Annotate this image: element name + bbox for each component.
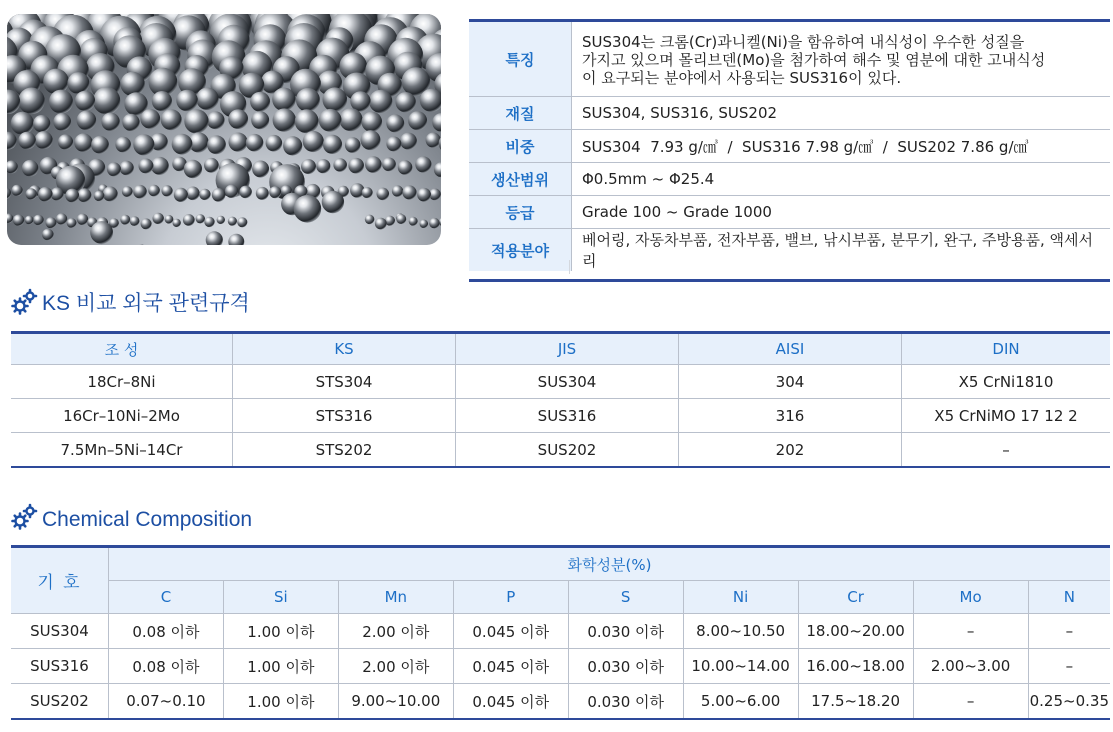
steel-ball (25, 216, 34, 225)
chem-cell: 0.08 이하 (108, 614, 223, 649)
steel-ball (225, 185, 238, 198)
steel-ball (316, 159, 330, 173)
chem-element-header: Mn (338, 581, 453, 614)
steel-ball (196, 88, 219, 111)
steel-ball (206, 231, 223, 245)
steel-ball (33, 215, 44, 226)
spec-value: 베어링, 자동차부품, 전자부품, 밸브, 낚시부품, 분무기, 완구, 주방용품, 액세서리 (582, 231, 1093, 270)
chem-cell: 16.00~18.00 (798, 649, 913, 684)
ks-header-row (11, 333, 1110, 365)
steel-ball (322, 191, 344, 213)
ks-cell: SUS316 (456, 399, 679, 433)
gears-icon (10, 287, 40, 317)
steel-ball (212, 188, 226, 202)
steel-ball (22, 160, 39, 177)
steel-ball (396, 214, 406, 224)
ks-header-cell: JIS (456, 333, 679, 365)
steel-ball (152, 91, 172, 111)
chem-cell: 10.00~14.00 (683, 649, 798, 684)
steel-ball (35, 131, 53, 149)
steel-ball (237, 217, 247, 227)
chem-cell: 0.08 이하 (108, 649, 223, 684)
ks-cell: 7.5Mn–5Ni–14Cr (11, 433, 233, 468)
steel-ball (375, 218, 387, 230)
steel-ball (369, 90, 392, 113)
ks-cell: X5 CrNi1810 (902, 365, 1111, 399)
steel-ball (119, 161, 133, 175)
steel-ball (266, 135, 283, 152)
steel-ball (77, 111, 97, 131)
steel-ball (186, 187, 200, 201)
steel-ball (176, 90, 198, 112)
spec-label: 적용분야 (469, 229, 572, 272)
table-row (11, 684, 1110, 720)
steel-ball (204, 217, 214, 227)
ks-cell: X5 CrNiMO 17 12 2 (902, 399, 1111, 433)
table-row (11, 399, 1110, 433)
steel-ball (323, 87, 348, 112)
chem-element-header: Cr (798, 581, 913, 614)
steel-ball (153, 213, 164, 224)
ks-header-cell: KS (233, 333, 456, 365)
ks-cell: STS304 (233, 365, 456, 399)
steel-ball (417, 188, 431, 202)
chem-cell: SUS304 (11, 614, 108, 649)
steel-ball (295, 109, 319, 133)
chem-element-header: Ni (683, 581, 798, 614)
chem-cell: 5.00~6.00 (683, 684, 798, 720)
steel-ball (386, 137, 401, 152)
steel-ball (77, 188, 91, 202)
steel-ball (365, 215, 375, 225)
steel-ball (122, 114, 139, 131)
steel-ball (58, 134, 73, 149)
steel-ball (250, 92, 270, 112)
steel-ball (398, 160, 413, 175)
steel-ball (46, 217, 57, 228)
steel-ball (319, 109, 342, 132)
steel-ball (408, 111, 427, 130)
steel-ball (217, 216, 225, 224)
chem-cell: 0.030 이하 (568, 684, 683, 720)
chem-cell: 8.00~10.50 (683, 614, 798, 649)
chem-cell: 1.00 이하 (223, 649, 338, 684)
steel-ball (228, 234, 244, 245)
steel-ball (90, 221, 113, 244)
steel-ball (139, 159, 154, 174)
steel-ball (18, 132, 36, 150)
steel-ball (67, 218, 77, 228)
chem-cell: 0.045 이하 (453, 614, 568, 649)
chem-cell: 9.00~10.00 (338, 684, 453, 720)
steel-ball (362, 187, 373, 198)
steel-ball (229, 133, 248, 152)
chem-cell: 1.00 이하 (223, 684, 338, 720)
spec-value: SUS304 7.93 g/㎤ / SUS316 7.98 g/㎤ / SUS202 7.86 g/㎤ (572, 130, 1111, 163)
steel-ball (38, 187, 53, 202)
chem-element-header: N (1028, 581, 1110, 614)
steel-ball (246, 134, 264, 152)
steel-ball (120, 215, 130, 225)
ks-cell: – (902, 433, 1111, 468)
steel-ball (101, 113, 119, 131)
steel-ball (165, 215, 174, 224)
chem-group-header: 화학성분(%) (108, 547, 1110, 581)
table-row (11, 614, 1110, 649)
steel-ball (323, 135, 342, 154)
spec-row-application (469, 229, 1110, 272)
steel-ball (339, 108, 362, 131)
spec-row-range (469, 163, 1110, 196)
spec-label: 생산범위 (469, 163, 572, 196)
gears-icon (10, 502, 40, 532)
ks-header-cell: AISI (679, 333, 902, 365)
steel-ball (137, 244, 145, 245)
steel-ball (303, 131, 324, 152)
steel-ball (415, 156, 431, 172)
steel-ball (199, 189, 210, 200)
chem-cell: 0.030 이하 (568, 649, 683, 684)
steel-ball (420, 220, 429, 229)
steel-ball (42, 229, 54, 241)
spec-label: 특징 (469, 21, 572, 97)
steel-ball (365, 156, 382, 173)
steel-balls-photo (7, 14, 441, 245)
steel-ball (133, 134, 154, 155)
section-title-text: Chemical Composition (42, 508, 253, 531)
chem-element-header: P (453, 581, 568, 614)
steel-ball (434, 162, 441, 177)
ks-cell: 202 (679, 433, 902, 468)
chem-cell: 18.00~20.00 (798, 614, 913, 649)
steel-ball (183, 214, 195, 226)
steel-ball (362, 112, 383, 133)
steel-ball (91, 136, 109, 154)
ks-cell: 316 (679, 399, 902, 433)
steel-ball (93, 87, 120, 114)
spec-row-feature (469, 21, 1110, 97)
table-row (11, 649, 1110, 684)
steel-ball (7, 214, 13, 224)
chem-cell: SUS202 (11, 684, 108, 720)
steel-ball (11, 112, 34, 135)
chem-cell: – (1028, 649, 1110, 684)
ks-header-cell: 조 성 (11, 333, 233, 365)
chem-cell: 0.030 이하 (568, 614, 683, 649)
steel-ball (7, 132, 17, 150)
steel-ball (402, 185, 416, 199)
spec-row-density (469, 130, 1110, 163)
steel-ball (207, 111, 225, 129)
chem-element-header: Si (223, 581, 338, 614)
steel-ball (269, 186, 281, 198)
chem-cell: – (913, 614, 1028, 649)
steel-ball (120, 72, 144, 96)
chem-cell: 0.045 이하 (453, 649, 568, 684)
steel-ball (107, 162, 121, 176)
steel-ball (256, 187, 269, 200)
ks-cell: 18Cr–8Ni (11, 365, 233, 399)
spec-feature-line: SUS304는 크롬(Cr)과니켈(Ni)을 함유하여 내식성이 우수한 성질을 (582, 33, 1025, 51)
steel-ball (74, 133, 93, 152)
spec-label: 비중 (469, 130, 572, 163)
steel-ball (13, 215, 24, 226)
steel-ball (133, 185, 147, 199)
ks-header-cell: DIN (902, 333, 1111, 365)
steel-ball (204, 158, 219, 173)
steel-ball (348, 158, 364, 174)
ks-cell: 304 (679, 365, 902, 399)
steel-ball (33, 115, 50, 132)
steel-ball (426, 133, 441, 148)
steel-ball (409, 217, 418, 226)
steel-ball (400, 133, 417, 150)
steel-ball (141, 218, 152, 229)
steel-ball (251, 111, 269, 129)
steel-ball (161, 109, 182, 130)
steel-ball (115, 137, 131, 153)
steel-ball (151, 157, 169, 175)
steel-ball (196, 214, 205, 223)
steel-ball (26, 188, 37, 199)
steel-ball (7, 161, 18, 174)
steel-ball (174, 188, 188, 202)
steel-ball (49, 90, 73, 114)
steel-ball (361, 130, 381, 150)
steel-ball (239, 186, 252, 199)
steel-ball (296, 88, 320, 112)
steel-ball (273, 108, 296, 131)
chem-element-header: S (568, 581, 683, 614)
chem-cell: – (1028, 614, 1110, 649)
chem-element-header: C (108, 581, 223, 614)
steel-ball (345, 137, 361, 153)
steel-ball (377, 188, 390, 201)
steel-ball (301, 159, 316, 174)
chem-cell: 2.00 이하 (338, 614, 453, 649)
chem-cell: 1.00 이하 (223, 614, 338, 649)
chem-symbol-header: 기 호 (11, 547, 108, 614)
chem-element-header: Mo (913, 581, 1028, 614)
table-row (11, 365, 1110, 399)
steel-ball (429, 218, 440, 229)
steel-ball (130, 216, 140, 226)
steel-ball (382, 158, 396, 172)
steel-ball (12, 185, 23, 196)
chem-element-header-row (11, 581, 1110, 614)
chem-cell: 17.5~18.20 (798, 684, 913, 720)
table-row (11, 433, 1110, 468)
steel-ball (272, 88, 296, 112)
steel-ball (94, 191, 105, 202)
steel-ball (77, 214, 88, 225)
steel-ball (283, 136, 302, 155)
ks-section-title (10, 287, 250, 317)
divider (569, 260, 570, 274)
steel-ball (228, 109, 248, 129)
section-title-text: KS 비교 외국 관련규격 (42, 292, 250, 315)
steel-ball (173, 219, 181, 227)
ks-table (11, 331, 1110, 468)
spec-value: Grade 100 ~ Grade 1000 (572, 196, 1111, 229)
steel-ball (294, 195, 322, 223)
chem-header-row (11, 547, 1110, 581)
steel-ball (432, 113, 441, 132)
spec-feature-line: 이 요구되는 분야에서 사용되는 SUS316이 있다. (582, 69, 902, 87)
chem-cell: 2.00~3.00 (913, 649, 1028, 684)
steel-ball (56, 213, 67, 224)
steel-ball (65, 189, 79, 203)
steel-ball (396, 92, 416, 112)
steel-ball (333, 158, 347, 172)
spec-row-material (469, 97, 1110, 130)
spec-value: SUS304, SUS316, SUS202 (572, 97, 1111, 130)
chem-table (11, 545, 1110, 720)
ks-cell: SUS304 (456, 365, 679, 399)
steel-ball (184, 160, 202, 178)
steel-ball (184, 109, 208, 133)
steel-ball (18, 88, 45, 115)
chem-cell: – (913, 684, 1028, 720)
ks-cell: SUS202 (456, 433, 679, 468)
divider (469, 279, 1110, 282)
steel-ball (162, 185, 173, 196)
steel-ball (103, 186, 118, 201)
steel-ball (75, 91, 95, 111)
chem-section-title (10, 502, 252, 532)
steel-ball (148, 185, 160, 197)
spec-value (572, 21, 1111, 97)
steel-balls-illustration (7, 14, 441, 245)
steel-ball (392, 185, 403, 196)
spec-row-grade (469, 196, 1110, 229)
spec-label: 등급 (469, 196, 572, 229)
chem-cell: 0.25~0.35 (1028, 684, 1110, 720)
spec-label: 재질 (469, 97, 572, 130)
spec-table (469, 19, 1110, 271)
steel-ball (172, 134, 193, 155)
steel-ball (252, 161, 269, 178)
chem-cell: 0.045 이하 (453, 684, 568, 720)
ks-cell: 16Cr–10Ni–2Mo (11, 399, 233, 433)
steel-ball (122, 186, 133, 197)
steel-ball (53, 113, 71, 131)
chem-cell: SUS316 (11, 649, 108, 684)
steel-ball (140, 109, 160, 129)
steel-ball (207, 135, 226, 154)
steel-ball (228, 217, 237, 226)
ks-cell: STS202 (233, 433, 456, 468)
steel-ball (7, 187, 11, 199)
spec-value: Φ0.5mm ~ Φ25.4 (572, 163, 1111, 196)
ks-cell: STS316 (233, 399, 456, 433)
spec-feature-line: 가지고 있으며 몰리브덴(Mo)을 첨가하여 해수 및 염분에 대한 고내식성 (582, 51, 1046, 69)
chem-cell: 2.00 이하 (338, 649, 453, 684)
steel-ball (386, 114, 404, 132)
chem-cell: 0.07~0.10 (108, 684, 223, 720)
